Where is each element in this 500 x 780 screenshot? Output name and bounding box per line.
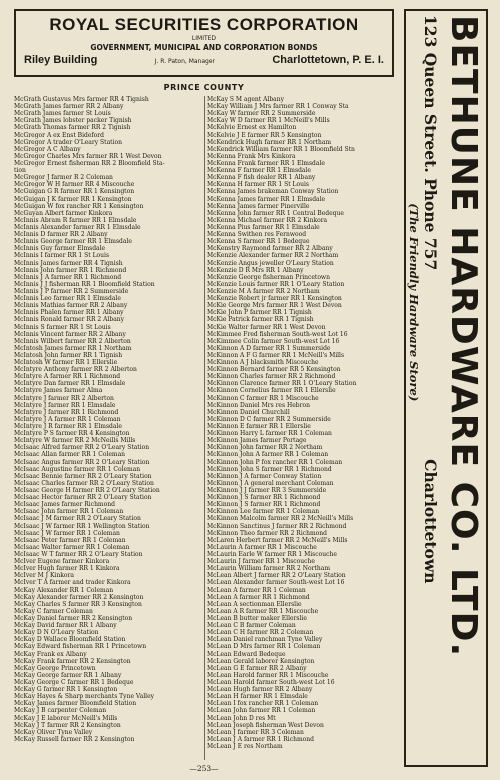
listing-entry: McIsaac J W farmer RR 1 Coleman [14,529,120,537]
listing-entry: McGrath James farmer RR 2 Albany [14,103,124,111]
listing-entry: McLean Joseph fisherman West Devon [207,721,324,729]
banner-limited: LIMITED [191,35,217,42]
banner-company: ROYAL SECURITIES CORPORATION [49,15,359,34]
listing-entry: McIntyre J farmer RR 2 Alberton [14,394,114,402]
listing-entry: McKinnon John farmer RR 2 Northam [207,444,323,452]
listing-entry: McIntyre W farmer RR 2 McNeills Mills [14,437,136,445]
listing-entry: McKinnon Sanctinus J farmer RR 2 Richmond [207,522,347,530]
banner-description: GOVERNMENT, MUNICIPAL AND CORPORATION BONDS [90,43,318,52]
listing-entry: McGuigan G R farmer RR 1 Kensington [14,188,135,196]
listing-entry: McInnis Alexander farmer RR 1 Elmsdale [14,223,141,231]
listing-entry: McGregor W H farmer RR 4 Miscouche [14,181,135,189]
listing-entry: McKenna H farmer RR 1 St Louis [207,181,309,189]
listing-entry: McKinnon Cornelius farmer RR 1 Ellerslie [207,387,336,395]
listing-entry: McKelvie Ernest ex Hamilton [207,124,297,132]
listing-entry: McKay David farmer RR 1 Albany [14,622,117,630]
listing-entry: McKinnon E farmer RR 1 Ellerslie [207,423,311,431]
listing-entry: McIver T A farmer and trader Kinkora [14,579,131,587]
listing-entry: McIntyre J farmer RR 1 Richmond [14,408,119,416]
listing-entry: McKenna F fish dealer RR 1 Albany [207,174,316,182]
listing-entry: McInnis George farmer RR 1 Elmsdale [14,238,132,246]
listing-entry: McIsaac Walter farmer RR 1 Coleman [14,543,130,551]
listing-entry: McKinnon A D farmer RR 1 Summerside [207,344,331,352]
banner-manager: J. R. Paton, Manager [154,58,215,65]
listing-entry: McInnis Phalen farmer RR 1 Albany [14,309,124,317]
listing-entry: McIsaac W T farmer RR 2 O'Leary Station [14,551,143,558]
listing-entry: McKinnon J S farmer RR 1 Richmond [207,501,321,509]
listing-entry: McKenzie George fisherman Princetown [207,273,330,281]
listing-entry: McIsaac George H farmer RR 2 O'Leary Station [14,487,160,495]
listing-entry: McKay D Wallace Bloomfield Station [14,636,126,644]
listing-entry: McIsaac Charles farmer RR 2 O'Leary Station [14,479,154,487]
sidebar-company: BETHUNE HARDWARE CO. LTD. [443,15,484,658]
listing-entry: McKinnon J S farmer RR 1 Richmond [207,494,321,502]
listing-entry: McKenna Swithen res Fernwood [207,231,307,239]
listing-entry: McLean Harold farmer RR 1 Miscouche [207,671,329,679]
listing-entry: McInnis S farmer RR 1 St Louis [14,323,111,331]
listing-entry: McIver M J Kinkora [14,572,74,580]
listing-entry: McLean Edward Bedeque [207,650,286,658]
listing-entry: McLaurin J farmer RR 1 Miscouche [207,558,315,566]
listing-entry: McIntosh W farmer RR 1 Ellerslie [14,359,118,367]
listing-entry: McKinnon D C farmer RR 2 Summerside [207,415,331,423]
listing-entry: McKenna James brakeman Conway Station [207,188,339,196]
listing-entry: McKinnon Daniel Mrs res Hebron [207,401,310,409]
listing-entry: McKenna Frank Mrs Kinkora [207,152,296,160]
listing-entry: McGregor A C Albany [14,145,81,153]
listing-entry: McIntyre J farmer RR 1 Elmsdale [14,401,116,409]
right-listing-column [207,96,402,750]
sidebar-advertisement [404,9,488,767]
listing-entry: McKay J E laborer McNeill's Mills [14,714,118,722]
listing-entry: McKenzie Angus jeweller O'Leary Station [207,259,334,267]
listing-entry: McKenna John farmer RR 1 Central Bedeque [207,209,344,217]
listing-entry: McLean A R farmer RR 1 Miscouche [207,607,319,615]
listing-entry: McKendrick Hugh farmer RR 1 Northam [207,138,332,146]
listing-entry: McKenzie Louis farmer RR 1 O'Leary Station [207,280,345,288]
listing-entry: McKay Russell farmer RR 2 Kensington [14,735,135,743]
listing-entry: McKenna Pius farmer RR 1 Elmsdale [207,223,320,231]
listing-entry: McKay George C farmer RR 1 Bedeque [14,678,134,686]
listing-entry: McKenna James farmer Pinerville [207,202,310,210]
listing-entry: McGregor Charles Mrs farmer RR 1 West Devon [14,152,162,160]
listing-entry: tion [14,167,26,175]
listing-entry: McInnis John farmer RR 1 Richmond [14,266,127,274]
listing-entry: McKenna Frank farmer RR 1 Elmsdale [207,159,325,167]
sidebar-tagline: (The Friendly Hardware Store) [407,203,421,402]
listing-entry: McIsaac Allan farmer RR 1 Coleman [14,451,126,459]
listing-entry: McGuyan Albert farmer Kinkora [14,209,113,217]
listing-entry: McKay J B carpenter Coleman [14,707,107,715]
listing-entry: McKay W farmer RR 2 Summerside [207,110,316,118]
listing-entry: McKay J T farmer RR 2 Kensington [14,721,121,729]
listing-entry: McGregor J farmer R 2 Coleman [14,174,113,182]
listing-entry: McKenna F farmer RR 1 Elmsdale [207,167,311,175]
listing-entry: McIsaac Peter farmer RR 1 Coleman [14,536,126,544]
listing-entry: McKinnon A F G farmer RR 1 McNeill's Mills [207,351,345,359]
listing-entry: McIsaac Angus farmer RR 2 O'Leary Station [14,458,150,466]
listing-entry: McKinnon J J farmer RR 3 Summerside [207,487,327,495]
listing-entry: McInnis Wilbert farmer RR 2 Alberton [14,337,131,345]
listing-entry: McLaurin William farmer RR 2 Northam [207,565,331,573]
listing-entry: McInnis Abram R farmer RR 1 Elmsdale [14,216,137,224]
listing-entry: McKenzie M A farmer RR 2 Northam [207,287,320,295]
listing-entry: McKenstry Raymond farmer RR 2 Albany [207,245,333,253]
left-listing-column [14,96,204,743]
listing-entry: McGrath Gustavus Mrs farmer RR 4 Tignish [14,96,149,103]
listing-entry: McKay D N O'Leary Station [14,629,99,637]
listing-entry: McLaurin A farmer RR 1 Miscouche [207,543,317,551]
listing-entry: McKinnon Daniel Churchill [207,408,290,416]
listing-entry: McKenna James farmer RR 1 Elmsdale [207,195,326,203]
listing-entry: McKinnon James farmer Portage [207,437,307,445]
advertisement-banner [14,9,394,77]
listing-entry: McKinnon John S farmer RR 1 Richmond [207,465,332,473]
listing-entry: McKinnon Malcolm farmer RR 2 McNeill's Mills [207,515,354,523]
listing-entry: McKay Oliver Tyne Valley [14,728,93,736]
listing-entry: McKinnon Theo farmer RR 2 Richmond [207,529,327,537]
listing-entry: McLean Harold farmer South-west Lot 16 [207,678,335,686]
listing-entry: McLean John D res Mt [207,714,276,722]
listing-entry: McInnis Vincent farmer RR 2 Albany [14,330,126,338]
listing-entry: McKay Edward fisherman RR 1 Princetown [14,643,147,651]
listing-entry: McInnis J J fisherman RR 1 Bloomfield Station [14,280,155,288]
page-number: —253— [189,764,219,773]
sidebar-city: Charlottetown [421,459,440,584]
listing-entry: McIsaac John farmer RR 1 Coleman [14,508,124,516]
banner-address-row [16,54,392,66]
sidebar-address: 123 Queen Street. Phone 757 [421,15,440,271]
listing-entry: McKay George Princetown [14,664,96,672]
listing-entry: McIsaac James farmer Richmond [14,501,115,509]
listing-entry: McKay William J Mrs farmer RR 1 Conway Sta [207,103,349,111]
listing-entry: McKay W D farmer RR 1 McNeill's Mills [207,117,330,125]
listing-entry: McKinnon Charles farmer RR 2 Richmond [207,373,336,381]
listing-entry: McKay Alexander farmer RR 2 Kensington [14,593,144,601]
listing-entry: McKinnon J A farmer Conway Station [207,472,322,480]
listing-entry: McLean J E res Northam [207,742,283,750]
listing-entry: McIver Eugene farmer Kinkora [14,558,110,566]
listing-entry: McGregor Ernest fisherman RR 2 Bloomfield Sta- [14,159,165,167]
listing-entry: McKay Frank ex Albany [14,650,87,658]
listing-entry: McKay George farmer RR 1 Albany [14,671,122,679]
listing-entry: McKenzie D R Mrs RR 1 Albany [207,266,304,274]
listing-entry: McKimmee Fred fisherman South-west Lot 16 [207,330,348,338]
listing-entry: McLean J farmer RR 3 Coleman [207,728,304,736]
listing-entry: McIsaac Augustine farmer RR 1 Coleman [14,465,141,473]
listing-entry: McLaren Herbert farmer RR 2 McNeill's Mills [207,536,348,544]
listing-entry: McLean C B farmer Coleman [207,622,296,630]
listing-entry: McKendrick William farmer RR 1 Bloomfield Stn [207,145,355,153]
listing-entry: McIntosh John farmer RR 1 Tignish [14,351,123,359]
listing-entry: McKay G farmer RR 1 Kensington [14,686,118,694]
listing-entry: McKinnon Bernard farmer RR 5 Kensington [207,366,341,374]
listing-entry: McKinnon A J blacksmith Miscouche [207,359,319,367]
listing-entry: McLean Daniel ranchman Tyne Valley [207,636,323,644]
listing-entry: McLean A farmer RR 1 Coleman [207,586,306,594]
listing-entry: McKie George Mrs farmer RR 1 West Devon [207,302,342,310]
listing-entry: McKinnon John P fox rancher RR 1 Coleman [207,458,343,466]
listing-entry: McIntyre A farmer RR 1 Richmond [14,373,121,381]
listing-entry: McKenna Michael farmer RR 2 Kinkora [207,216,328,224]
listing-entry: McKay Hayes & Sharp merchants Tyne Valley [14,693,155,701]
banner-building: Riley Building [24,54,98,66]
listing-entry: McKie Walter farmer RR 1 West Devon [207,323,326,331]
listing-entry: McIntyre J A farmer RR 1 Coleman [14,415,121,423]
sidebar-tagline-block [406,15,422,763]
listing-entry: McLean G E farmer RR 2 Albany [207,664,307,672]
listing-entry: McKelvie J E farmer RR 5 Kensington [207,131,322,139]
listing-entry: McKinnon J A general merchant Coleman [207,479,334,487]
listing-entry: McKinnon Lee farmer RR 1 Coleman [207,508,320,516]
listing-entry: McIntyre Dan farmer RR 1 Elmsdale [14,380,126,388]
listing-entry: McKinnon C farmer RR 1 Miscouche [207,394,319,402]
listing-entry: McLean I fox rancher RR 1 Coleman [207,700,319,708]
listing-entry: McKay S M agent Albany [207,96,285,103]
listing-entry: McIsaac J W farmer RR 1 Wellington Station [14,522,150,530]
listing-entry: McLean Hugh farmer RR 2 Albany [207,686,313,694]
listing-entry: McLean H farmer RR 1 Elmsdale [207,693,308,701]
listing-entry: McInnis James farmer RR 4 Tignish [14,259,123,267]
listing-entry: McKenzie Alexander farmer RR 2 Northam [207,252,339,260]
listing-entry: McLean John farmer RR 1 Coleman [207,707,316,715]
listing-entry: McKay Charles S farmer RR 3 Kensington [14,600,142,608]
listing-entry: McGregor A ex Enst Bideford [14,131,104,139]
listing-entry: McIsaac J M farmer RR 2 O'Leary Station [14,515,141,523]
listing-entry: McGregor A trader O'Leary Station [14,138,122,146]
listing-entry: McIver Hugh farmer RR 1 Kinkora [14,565,120,573]
section-title: PRINCE COUNTY [163,83,245,92]
listing-entry: McIsaac Hector farmer RR 2 O'Leary Station [14,494,152,502]
listing-entry: McKay Daniel farmer RR 2 Kensington [14,614,133,622]
listing-entry: McIsaac Bennie farmer RR 2 O'Leary Station [14,472,152,480]
listing-entry: McLean A farmer RR 1 Richmond [207,593,310,601]
listing-entry: McInnis Leo farmer RR 1 Elmsdale [14,295,121,303]
listing-entry: McInnis Ronald farmer RR 2 Albany [14,316,125,324]
listing-entry: McGrath James farmer St Louis [14,110,111,118]
listing-entry: McKimmee Colin farmer South-west Lot 16 [207,337,340,345]
listing-entry: McInnis J P farmer RR 2 Summerside [14,287,129,295]
listing-entry: McKenzie Robert jr farmer RR 1 Kensington [207,295,342,303]
listing-entry: McLean Albert J farmer RR 2 O'Leary Station [207,572,346,580]
listing-entry: McLean B butter maker Ellerslie [207,614,307,622]
listing-entry: McKie Patrick farmer RR 1 Tignish [207,316,314,324]
listing-entry: McKie John P farmer RR 1 Tignish [207,309,312,317]
listing-entry: McIntyre P S farmer RR 4 Kensington [14,430,130,438]
listing-entry: McIsaac Alfred farmer RR 2 O'Leary Station [14,444,150,452]
listing-entry: McKay James farmer Bloomfield Station [14,700,137,708]
listing-entry: McGuigan W fox rancher RR 1 Kensington [14,202,144,210]
listing-entry: McIntyre J R farmer RR 1 Elmsdale [14,423,122,431]
listing-entry: McGrath James lobster packer Tignish [14,117,132,125]
sidebar-address-block [419,15,441,763]
listing-entry: McIntyre Anthony farmer RR 2 Alberton [14,366,137,374]
column-divider [204,96,205,760]
banner-city: Charlottetown, P. E. I. [272,54,384,66]
listing-entry: McGrath Thomas farmer RR 2 Tignish [14,124,131,132]
listing-entry: McInnis I farmer RR 1 St Louis [14,252,110,260]
listing-entry: McKay Alexander RR 1 Coleman [14,586,114,594]
listing-entry: McLean A sectionman Ellerslie [207,600,302,608]
listing-entry: McKenna S farmer RR 1 Bedeque [207,238,310,246]
listing-entry: McLean D Mrs farmer RR 1 Coleman [207,643,321,651]
listing-entry: McGuigan J K farmer RR 1 Kensington [14,195,132,203]
listing-entry: McKinnon Harry L farmer RR 1 Coleman [207,430,332,438]
listing-entry: McKay C farmer Coleman [14,607,93,615]
listing-entry: McLaurin Earle W farmer RR 1 Miscouche [207,551,337,558]
listing-entry: McKinnon Clarence farmer RR 1 O'Leary Station [207,380,357,388]
listing-entry: McInnis Mathias farmer RR 2 Albany [14,302,128,310]
listing-entry: McInnis Guy farmer Elmsdale [14,245,106,253]
listing-entry: McLean C H farmer RR 2 Coleman [207,629,314,637]
listing-entry: McInnis D farmer RR 2 Albany [14,231,108,239]
listing-entry: McLean Alexander farmer South-west Lot 16 [207,579,345,587]
listing-entry: McLean J A farmer RR 1 Richmond [207,735,314,743]
listing-entry: McInnis J A farmer RR 1 Richmond [14,273,122,281]
listing-entry: McLean Gerald laborer Kensington [207,657,315,665]
listing-entry: McIntyre James farmer Alma [14,387,103,395]
listing-entry: McKay Frank farmer RR 2 Kensington [14,657,131,665]
listing-entry: McKinnon John A farmer RR 1 Coleman [207,451,329,459]
listing-entry: McIntosh James farmer RR 1 Northam [14,344,132,352]
